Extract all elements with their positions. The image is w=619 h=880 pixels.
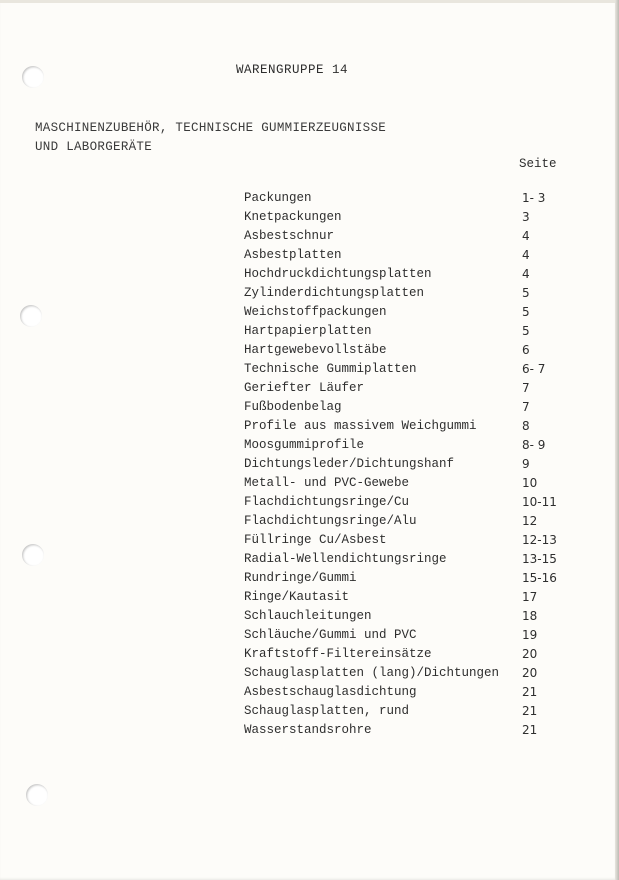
punch-hole-bottom — [26, 784, 48, 806]
toc-entry-label: Radial-Wellendichtungsringe — [244, 552, 447, 566]
toc-entry-label: Hartgewebevollstäbe — [244, 343, 387, 357]
toc-entry-label: Schlauchleitungen — [244, 609, 372, 623]
toc-entry — [244, 455, 584, 474]
toc-entry — [244, 322, 584, 341]
toc-entry — [244, 493, 584, 512]
toc-entry — [244, 645, 584, 664]
toc-entry-page: 4 — [522, 267, 530, 281]
toc-entry-label: Weichstoffpackungen — [244, 305, 387, 319]
toc-entry-page: 5 — [522, 305, 530, 319]
toc-entry-page: 15-16 — [522, 571, 557, 585]
toc-entry-page: 12-13 — [522, 533, 557, 547]
toc-entry — [244, 626, 584, 645]
toc-entry-page: 3 — [522, 210, 530, 224]
toc-entry-label: Hochdruckdichtungsplatten — [244, 267, 432, 281]
toc-entry-page: 6- 7 — [522, 362, 546, 376]
toc-entry-label: Rundringe/Gummi — [244, 571, 357, 585]
toc-entry-label: Knetpackungen — [244, 210, 342, 224]
toc-entry — [244, 189, 584, 208]
toc-entry-label: Schläuche/Gummi und PVC — [244, 628, 417, 642]
toc-entry-page: 5 — [522, 286, 530, 300]
toc-entry — [244, 360, 584, 379]
section-heading-line-1: MASCHINENZUBEHÖR, TECHNISCHE GUMMIERZEUGNISSE — [35, 121, 387, 135]
toc-entry-page: 21 — [522, 685, 538, 699]
toc-entry-label: Dichtungsleder/Dichtungshanf — [244, 457, 455, 471]
toc-entry-label: Schauglasplatten, rund — [244, 704, 410, 718]
toc-entry — [244, 303, 584, 322]
toc-entry-page: 18 — [522, 609, 538, 623]
paper-right-edge — [615, 0, 619, 880]
toc-entry-page: 9 — [522, 457, 530, 471]
toc-entry-label: Flachdichtungsringe/Alu — [244, 514, 417, 528]
toc-entry-label: Hartpapierplatten — [244, 324, 372, 338]
toc-entry — [244, 341, 584, 360]
punch-hole-upper — [20, 305, 42, 327]
toc-entry — [244, 284, 584, 303]
toc-entry — [244, 607, 584, 626]
toc-entry-page: 13-15 — [522, 552, 557, 566]
toc-entry — [244, 227, 584, 246]
toc-entry-page: 8- 9 — [522, 438, 546, 452]
toc-entry-page: 7 — [522, 381, 530, 395]
toc-entry-page: 10 — [522, 476, 538, 490]
toc-entry — [244, 683, 584, 702]
toc-entry — [244, 417, 584, 436]
paper-top-edge — [0, 0, 619, 3]
toc-entry-label: Kraftstoff-Filtereinsätze — [244, 647, 432, 661]
toc-entry — [244, 531, 584, 550]
toc-entry-page: 6 — [522, 343, 530, 357]
toc-entry — [244, 436, 584, 455]
toc-entry-label: Asbestschnur — [244, 229, 335, 243]
toc-entry-label: Packungen — [244, 191, 312, 205]
toc-entry — [244, 664, 584, 683]
toc-entry — [244, 246, 584, 265]
section-heading-line-2: UND LABORGERÄTE — [35, 140, 153, 154]
page-column-header: Seite — [519, 157, 557, 171]
toc-entry-page: 4 — [522, 229, 530, 243]
toc-entry-label: Profile aus massivem Weichgummi — [244, 419, 477, 433]
toc-entry-label: Metall- und PVC-Gewebe — [244, 476, 410, 490]
punch-hole-lower — [22, 544, 44, 566]
toc-entry-label: Ringe/Kautasit — [244, 590, 350, 604]
toc-entry — [244, 702, 584, 721]
toc-entry — [244, 265, 584, 284]
toc-entry-label: Wasserstandsrohre — [244, 723, 372, 737]
toc-entry-page: 20 — [522, 647, 538, 661]
toc-entry-page: 12 — [522, 514, 538, 528]
table-of-contents — [244, 189, 584, 740]
toc-entry-label: Geriefter Läufer — [244, 381, 365, 395]
toc-entry-label: Schauglasplatten (lang)/Dichtungen — [244, 666, 500, 680]
toc-entry — [244, 398, 584, 417]
toc-entry-page: 17 — [522, 590, 538, 604]
toc-entry — [244, 721, 584, 740]
toc-entry-page: 21 — [522, 704, 538, 718]
toc-entry-label: Fußbodenbelag — [244, 400, 342, 414]
toc-entry-label: Flachdichtungsringe/Cu — [244, 495, 410, 509]
toc-entry — [244, 512, 584, 531]
toc-entry-label: Asbestschauglasdichtung — [244, 685, 417, 699]
toc-entry-page: 7 — [522, 400, 530, 414]
toc-entry — [244, 379, 584, 398]
punch-hole-top — [22, 66, 44, 88]
toc-entry — [244, 550, 584, 569]
toc-entry-page: 21 — [522, 723, 538, 737]
toc-entry-page: 20 — [522, 666, 538, 680]
toc-entry-page: 4 — [522, 248, 530, 262]
toc-entry-page: 19 — [522, 628, 538, 642]
toc-entry-label: Moosgummiprofile — [244, 438, 365, 452]
toc-entry-label: Zylinderdichtungsplatten — [244, 286, 425, 300]
toc-entry-label: Füllringe Cu/Asbest — [244, 533, 387, 547]
toc-entry-page: 5 — [522, 324, 530, 338]
toc-entry-page: 10-11 — [522, 495, 557, 509]
toc-entry-page: 1- 3 — [522, 191, 546, 205]
toc-entry — [244, 569, 584, 588]
toc-entry-label: Technische Gummiplatten — [244, 362, 417, 376]
page-title: WARENGRUPPE 14 — [236, 63, 349, 77]
toc-entry-page: 8 — [522, 419, 530, 433]
toc-entry — [244, 588, 584, 607]
toc-entry-label: Asbestplatten — [244, 248, 342, 262]
toc-entry — [244, 474, 584, 493]
toc-entry — [244, 208, 584, 227]
